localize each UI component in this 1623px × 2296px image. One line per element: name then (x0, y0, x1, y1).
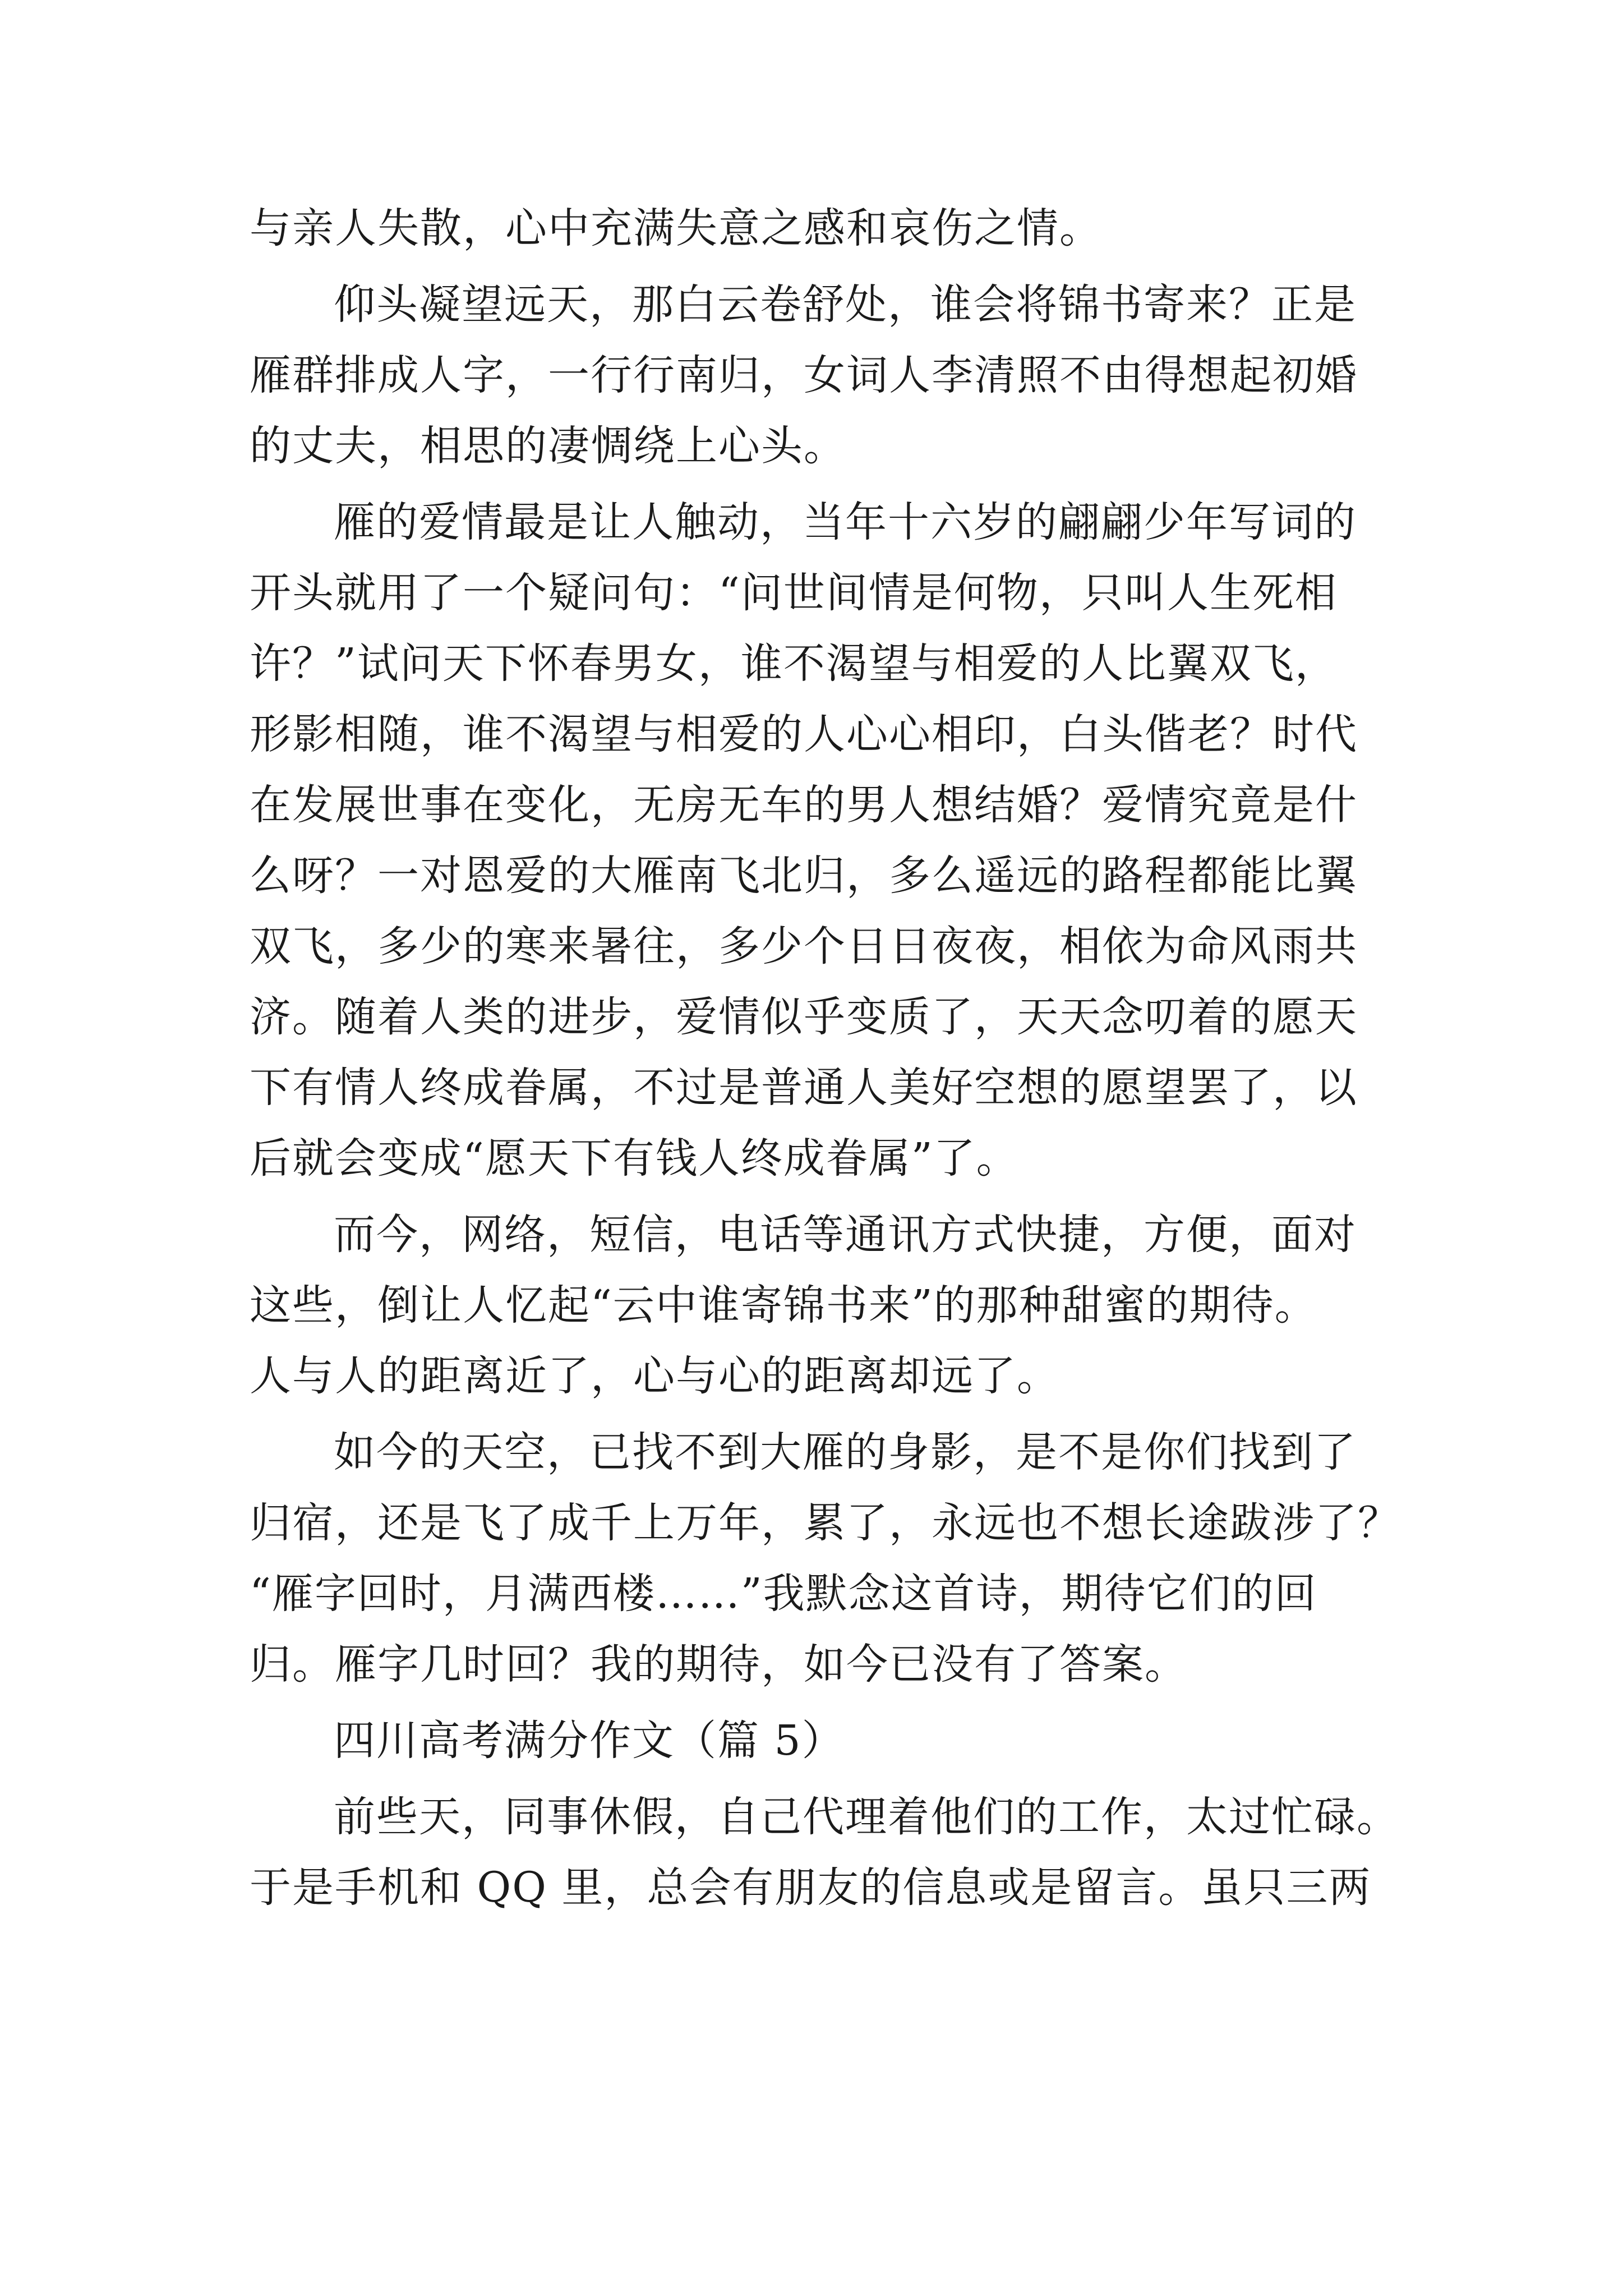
paragraph-start-line: 如今的天空，已找不到大雁的身影，是不是你们找到了 (334, 1428, 1357, 1476)
text-line: 雁群排成人字，一行行南归，女词人李清照不由得想起初婚 (250, 351, 1358, 399)
text-line: 么呀？一对恩爱的大雁南飞北归，多么遥远的路程都能比翼 (250, 852, 1358, 900)
text-line: 形影相随，谁不渴望与相爱的人心心相印，白头偕老？时代 (250, 710, 1358, 758)
section-heading: 四川高考满分作文（篇 5） (334, 1717, 845, 1765)
text-line: 许？”试问天下怀春男女，谁不渴望与相爱的人比翼双飞， (250, 639, 1338, 688)
text-line: 后就会变成“愿天下有钱人终成眷属”了。 (250, 1134, 1019, 1182)
paragraph-start-line: 雁的爱情最是让人触动，当年十六岁的翩翩少年写词的 (334, 498, 1357, 546)
text-line: 归。雁字几时回？我的期待，如今已没有了答案。 (250, 1640, 1187, 1688)
text-line: 双飞，多少的寒来暑往，多少个日日夜夜，相依为命风雨共 (250, 922, 1358, 970)
text-line: “雁字回时，月满西楼……”我默念这首诗，期待它们的回 (250, 1570, 1317, 1618)
text-line: 开头就用了一个疑问句：“问世间情是何物，只叫人生死相 (250, 569, 1338, 617)
text-line: 这些，倒让人忆起“云中谁寄锦书来”的那种甜蜜的期待。 (250, 1281, 1317, 1329)
paragraph-start-line: 而今，网络，短信，电话等通讯方式快捷，方便，面对 (334, 1211, 1357, 1259)
text-line: 济。随着人类的进步，爱情似乎变质了，天天念叨着的愿天 (250, 993, 1358, 1041)
text-line: 与亲人失散，心中充满失意之感和哀伤之情。 (250, 204, 1102, 252)
text-line: 下有情人终成眷属，不过是普通人美好空想的愿望罢了，以 (250, 1064, 1358, 1112)
paragraph-start-line: 前些天，同事休假，自己代理着他们的工作，太过忙碌。 (334, 1793, 1399, 1841)
text-line: 归宿，还是飞了成千上万年，累了，永远也不想长途跋涉了？ (250, 1499, 1400, 1547)
paragraph-start-line: 仰头凝望远天，那白云卷舒处，谁会将锦书寄来？正是 (334, 280, 1357, 329)
text-line: 在发展世事在变化，无房无车的男人想结婚？爱情究竟是什 (250, 781, 1358, 829)
text-line: 于是手机和 QQ 里，总会有朋友的信息或是留言。虽只三两 (250, 1864, 1372, 1912)
text-line: 的丈夫，相思的凄惆绕上心头。 (250, 422, 846, 470)
text-line: 人与人的距离近了，心与心的距离却远了。 (250, 1352, 1059, 1400)
